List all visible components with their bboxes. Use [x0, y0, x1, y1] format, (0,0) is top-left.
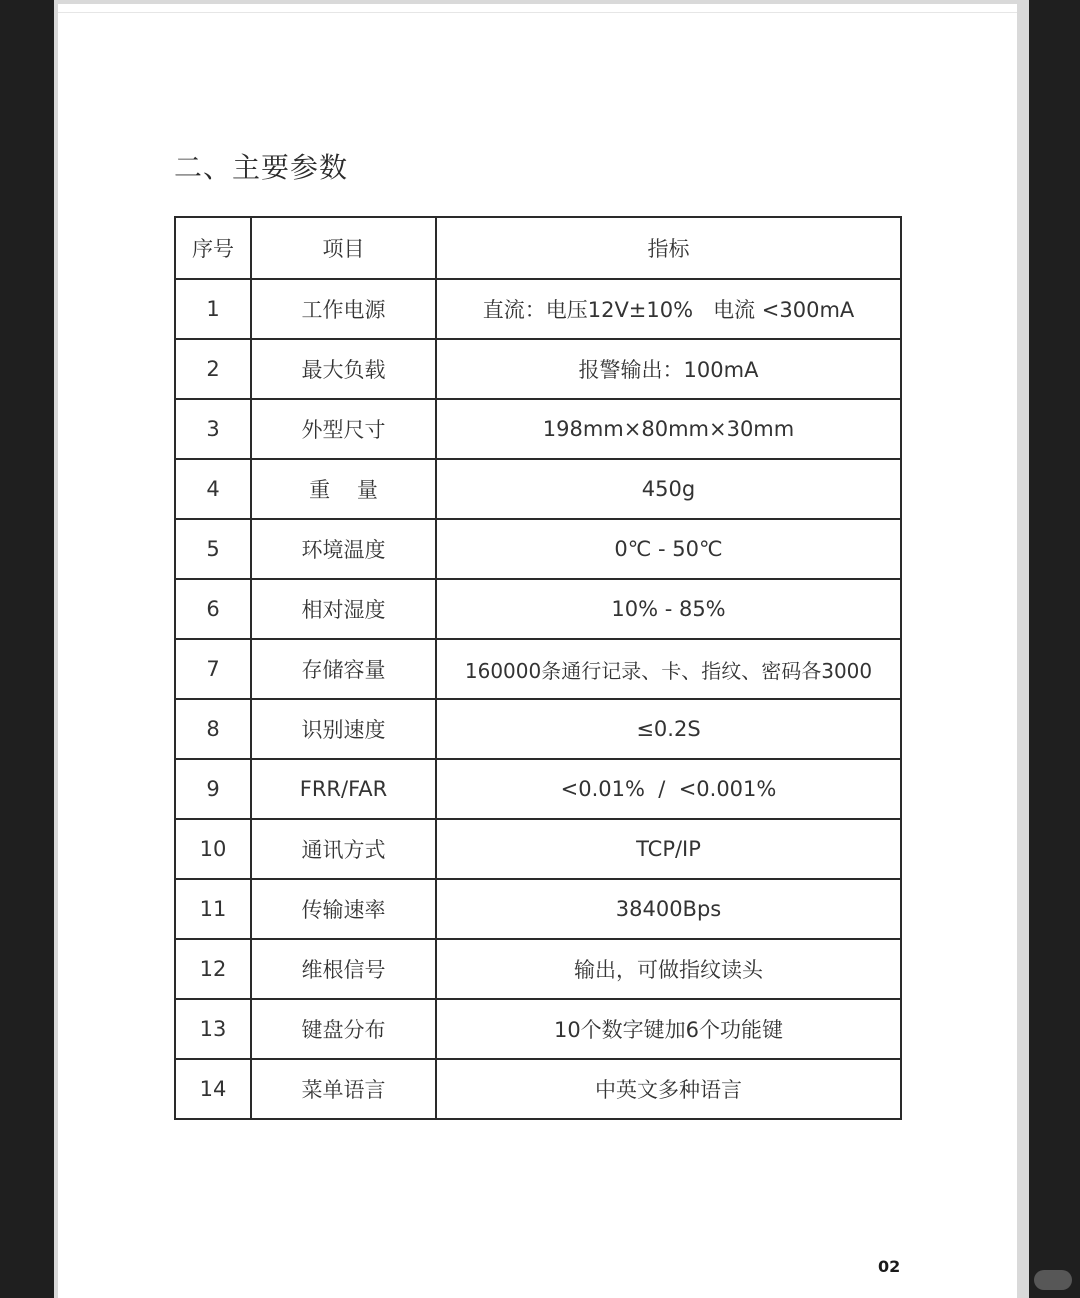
cell-item: 相对湿度	[251, 579, 436, 639]
cell-spec: 160000条通行记录、卡、指纹、密码各3000	[436, 639, 901, 699]
cell-item: 键盘分布	[251, 999, 436, 1059]
cell-no: 1	[175, 279, 251, 339]
cell-spec: 38400Bps	[436, 879, 901, 939]
cell-no: 14	[175, 1059, 251, 1119]
table-row	[175, 339, 901, 399]
header-item: 项目	[251, 217, 436, 279]
cell-spec: <0.01% / <0.001%	[436, 759, 901, 819]
table-row	[175, 1059, 901, 1119]
cell-item: FRR/FAR	[251, 759, 436, 819]
cell-spec: 10个数字键加6个功能键	[436, 999, 901, 1059]
cell-item: 外型尺寸	[251, 399, 436, 459]
table-header-row	[175, 217, 901, 279]
cell-no: 7	[175, 639, 251, 699]
table-row	[175, 819, 901, 879]
cell-no: 4	[175, 459, 251, 519]
cell-item: 传输速率	[251, 879, 436, 939]
table-row	[175, 459, 901, 519]
cell-no: 10	[175, 819, 251, 879]
page-number: 02	[878, 1257, 901, 1276]
watermark-badge	[1034, 1270, 1072, 1290]
cell-spec: ≤0.2S	[436, 699, 901, 759]
cell-spec: 输出，可做指纹读头	[436, 939, 901, 999]
table-row	[175, 279, 901, 339]
header-spec: 指标	[436, 217, 901, 279]
cell-item: 最大负载	[251, 339, 436, 399]
cell-item: 菜单语言	[251, 1059, 436, 1119]
table-row	[175, 879, 901, 939]
cell-spec: 报警输出：100mA	[436, 339, 901, 399]
cell-spec: 0℃ - 50℃	[436, 519, 901, 579]
cell-spec: 直流：电压12V±10% 电流 <300mA	[436, 279, 901, 339]
cell-no: 11	[175, 879, 251, 939]
cell-item: 重 量	[251, 459, 436, 519]
cell-no: 5	[175, 519, 251, 579]
cell-no: 8	[175, 699, 251, 759]
cell-spec: 中英文多种语言	[436, 1059, 901, 1119]
parameters-table	[174, 216, 902, 1120]
table-row	[175, 639, 901, 699]
cell-no: 12	[175, 939, 251, 999]
cell-spec: 450g	[436, 459, 901, 519]
table-row	[175, 999, 901, 1059]
cell-spec: 10% - 85%	[436, 579, 901, 639]
cell-item: 识别速度	[251, 699, 436, 759]
cell-no: 2	[175, 339, 251, 399]
cell-item: 存储容量	[251, 639, 436, 699]
cell-spec: 198mm×80mm×30mm	[436, 399, 901, 459]
cell-item: 维根信号	[251, 939, 436, 999]
table-row	[175, 519, 901, 579]
header-no: 序号	[175, 217, 251, 279]
cell-spec: TCP/IP	[436, 819, 901, 879]
table-row	[175, 939, 901, 999]
table-row	[175, 579, 901, 639]
table-row	[175, 399, 901, 459]
cell-no: 9	[175, 759, 251, 819]
page-edge	[1021, 0, 1029, 1298]
cell-no: 6	[175, 579, 251, 639]
table-row	[175, 759, 901, 819]
table-row	[175, 699, 901, 759]
section-title: 二、主要参数	[174, 151, 349, 184]
cell-no: 13	[175, 999, 251, 1059]
cell-item: 通讯方式	[251, 819, 436, 879]
cell-item: 工作电源	[251, 279, 436, 339]
cell-no: 3	[175, 399, 251, 459]
cell-item: 环境温度	[251, 519, 436, 579]
